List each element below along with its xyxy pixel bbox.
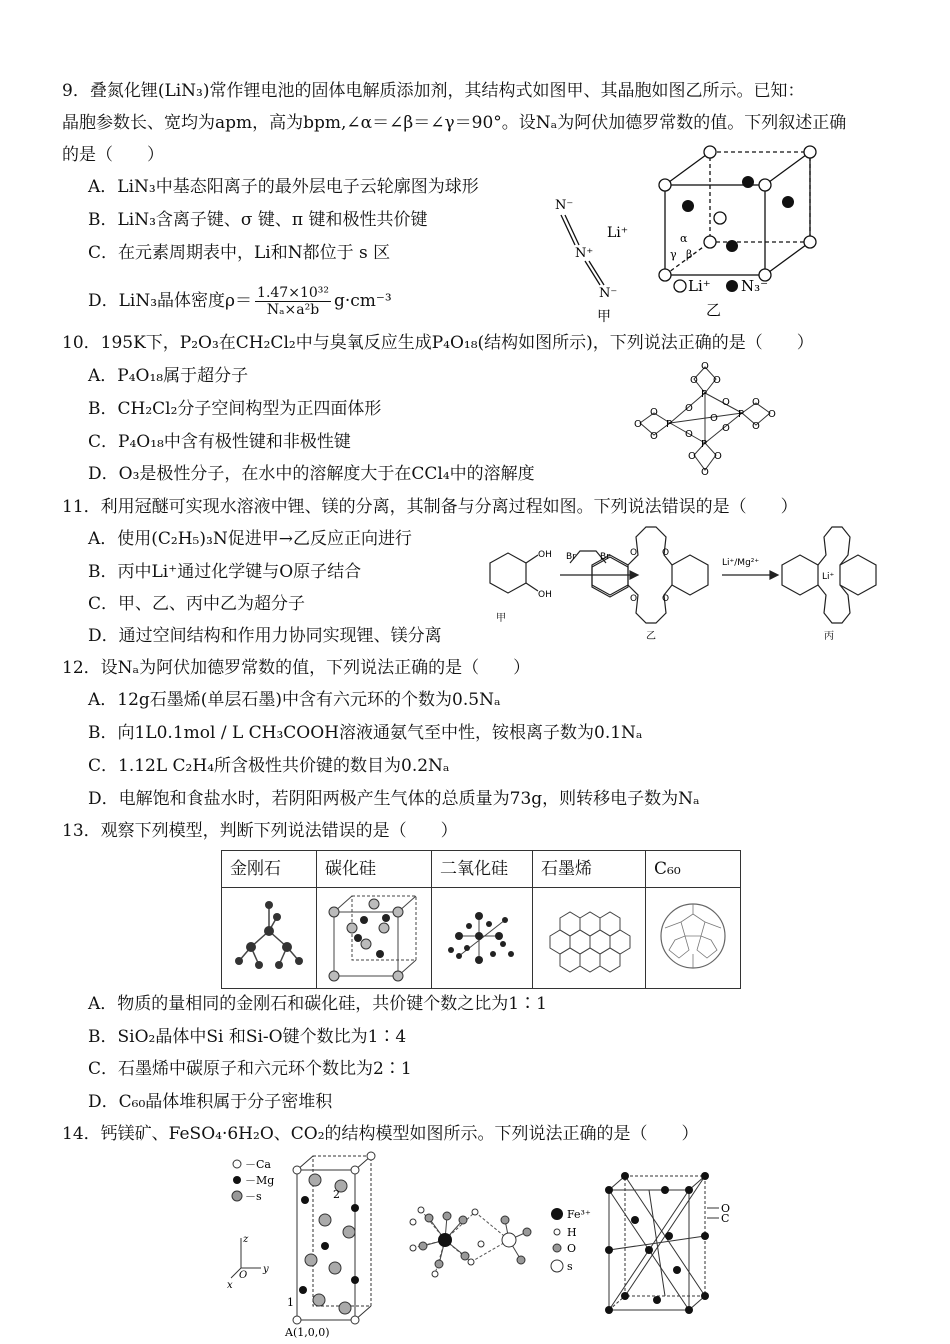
q12-option-c: C．1.12L C₂H₄所含极性共价键的数目为0.2Nₐ	[88, 756, 450, 776]
q13-option-a: A．物质的量相同的金刚石和碳化硅，共价键个数之比为1∶1	[88, 994, 547, 1014]
h-legend-dot	[554, 1229, 560, 1235]
q10-option-c: C．P₄O₁₈中含有极性键和非极性键	[88, 432, 351, 452]
q9-option-d	[88, 285, 392, 318]
br-label-right: Br	[600, 552, 610, 562]
q9-option-d-suffix: g·cm⁻³	[334, 291, 392, 311]
legend-h: H	[567, 1226, 577, 1239]
oh-label-bottom: OH	[538, 590, 552, 600]
o-label: O	[630, 548, 638, 558]
legend-n3: N₃⁻	[741, 277, 769, 295]
header-c60: C₆₀	[646, 851, 741, 888]
q11-line1: 11．利用冠醚可实现水溶液中锂、镁的分离，其制备与分离过程如图。下列说法错误的是（ ）	[62, 497, 798, 517]
n-minus-bottom: N⁻	[599, 286, 618, 301]
fe-legend-dot	[551, 1208, 563, 1220]
legend-s-2: s	[567, 1260, 573, 1273]
o-atom: O	[713, 375, 721, 386]
q9-option-b: B．LiN₃含离子键、σ 键、π 键和极性共价键	[88, 210, 428, 230]
q12-option-a: A．12g石墨烯(单层石墨)中含有六元环的个数为0.5Nₐ	[88, 690, 501, 710]
diamond-model-image	[229, 891, 309, 981]
oh-label-top: OH	[538, 550, 552, 560]
q11-option-d: D．通过空间结构和作用力协同实现锂、镁分离	[88, 626, 442, 646]
mg-legend-dot	[233, 1176, 241, 1184]
diamond-model	[222, 888, 317, 989]
graphene-model	[533, 888, 646, 989]
legend-li: Li⁺	[688, 277, 711, 295]
q13-option-b: B．SiO₂晶体中Si 和Si-O键个数比为1∶4	[88, 1027, 407, 1047]
br-label-left: Br	[566, 552, 576, 562]
header-diamond: 金刚石	[222, 851, 317, 888]
o-atom: O	[650, 407, 658, 418]
o-atom: O	[634, 419, 642, 430]
li-center-label: Li⁺	[822, 572, 835, 582]
bond-top-2	[565, 215, 579, 245]
q14-line1: 14．钙镁矿、FeSO₄·6H₂O、CO₂的结构模型如图所示。下列说法正确的是（ ）	[62, 1124, 699, 1144]
q9-line3: 的是（ ）	[62, 145, 164, 165]
n-minus-top: N⁻	[555, 198, 574, 213]
sio2-model	[432, 888, 533, 989]
q13-line1: 13．观察下列模型，判断下列说法错误的是（ ）	[62, 821, 458, 841]
q10-option-b: B．CH₂Cl₂分子空间构型为正四面体形	[88, 399, 382, 419]
o-atom: O	[650, 431, 658, 442]
li-mg-arrow-label: Li⁺/Mg²⁺	[722, 558, 760, 568]
bond-bottom	[585, 261, 600, 285]
o-atom: O	[714, 451, 722, 462]
legend-fe: Fe³⁺	[567, 1208, 591, 1221]
q11-option-c: C．甲、乙、丙中乙为超分子	[88, 594, 306, 614]
q14-structure-models	[225, 1150, 745, 1340]
legend-li-circle	[674, 280, 686, 292]
angle-gamma: γ	[670, 248, 677, 261]
q11-option-b: B．丙中Li⁺通过化学键与O原子结合	[88, 562, 362, 582]
q11-option-a: A．使用(C₂H₅)₃N促进甲→乙反应正向进行	[88, 529, 412, 549]
axis-y: y	[263, 1264, 269, 1275]
density-fraction	[255, 285, 331, 318]
q12-line1: 12．设Nₐ为阿伏加德罗常数的值，下列说法正确的是（ ）	[62, 658, 531, 678]
axis-x: x	[227, 1280, 233, 1291]
fe-ion	[438, 1233, 452, 1247]
lin3-unit-cell-diagram	[650, 140, 830, 320]
co2-c-label: C	[721, 1212, 730, 1225]
o-atom: O	[752, 421, 760, 432]
sic-model-image	[324, 890, 424, 982]
p-atom-left: P	[666, 419, 673, 430]
o-atom: O	[701, 361, 709, 372]
q10-option-a: A．P₄O₁₈属于超分子	[88, 366, 249, 386]
fig-jia-caption: 甲	[597, 309, 611, 325]
bond-top	[561, 215, 575, 245]
o-atom: O	[701, 467, 709, 478]
legend-o: O	[567, 1242, 577, 1255]
o-atom: O	[685, 429, 693, 440]
p-atom-right: P	[738, 409, 745, 420]
density-denominator: Nₐ×a²b	[266, 302, 320, 318]
c60-model-image	[653, 896, 733, 976]
label-yi: 乙	[646, 631, 656, 642]
q9-option-c: C．在元素周期表中，Li和N都位于 s 区	[88, 243, 391, 263]
bond-bottom-2	[589, 261, 604, 285]
header-graphene: 石墨烯	[533, 851, 646, 888]
q9-option-a: A．LiN₃中基态阳离子的最外层电子云轮廓图为球形	[88, 177, 479, 197]
o-legend-dot	[553, 1244, 561, 1252]
o-atom: O	[688, 451, 696, 462]
li-atom	[659, 179, 671, 191]
c60-model	[646, 888, 741, 989]
o-atom: O	[722, 423, 730, 434]
axis-origin: O	[239, 1270, 248, 1281]
q9-line1: 9．叠氮化锂(LiN₃)常作锂电池的固体电解质添加剂，其结构式如图甲、其晶胞如图乙所示。已知：	[62, 81, 805, 101]
crystal-models-table	[221, 850, 741, 989]
n3-atom	[682, 200, 694, 212]
label-bing: 丙	[824, 631, 834, 642]
o-label: O	[630, 594, 638, 604]
fig-yi-caption: 乙	[706, 301, 722, 319]
q9-option-d-prefix: D．LiN₃晶体密度ρ＝	[88, 291, 253, 311]
q13-option-c: C．石墨烯中碳原子和六元环个数比为2∶1	[88, 1059, 412, 1079]
co2-o-label: O	[721, 1202, 731, 1215]
label-jia: 甲	[496, 613, 506, 624]
site-label-1: 1	[287, 1296, 294, 1309]
legend-mg: －Mg	[245, 1174, 275, 1187]
s-legend-dot-2	[551, 1260, 563, 1272]
li-plus-label: Li⁺	[607, 225, 629, 241]
legend-n3-circle	[726, 280, 738, 292]
crown-ether-scheme	[470, 515, 890, 655]
o-atom: O	[722, 397, 730, 408]
q13-option-d: D．C₆₀晶体堆积属于分子密堆积	[88, 1092, 333, 1112]
q10-line1: 10．195K下，P₂O₃在CH₂Cl₂中与臭氧反应生成P₄O₁₈(结构如图所示)，下列说法正确的是（ ）	[62, 333, 814, 353]
o-atom: O	[690, 375, 698, 386]
angle-beta: β	[686, 248, 693, 261]
p4o18-structure-diagram	[630, 355, 780, 480]
q10-option-d: D．O₃是极性分子，在水中的溶解度大于在CCl₄中的溶解度	[88, 464, 535, 484]
q12-option-d: D．电解饱和食盐水时，若阴阳两极产生气体的总质量为73g，则转移电子数为Nₐ	[88, 789, 700, 809]
o-atom: O	[752, 397, 760, 408]
o-atom: O	[710, 413, 718, 424]
sio2-model-image	[439, 896, 525, 976]
q9-line2: 晶胞参数长、宽均为apm，高为bpm,∠α＝∠β＝∠γ＝90°。设Nₐ为阿伏加德罗常数的值。下列叙述正确	[62, 113, 847, 133]
p-atom-top: P	[701, 389, 708, 400]
n-plus-mid: N⁺	[575, 246, 594, 261]
sic-model	[317, 888, 432, 989]
p-atom-bottom: P	[701, 439, 708, 450]
s-legend-dot	[232, 1191, 242, 1201]
azide-structure-diagram	[545, 195, 645, 330]
ca-legend-dot	[233, 1160, 241, 1168]
angle-alpha: α	[680, 232, 688, 245]
o-label: O	[662, 594, 670, 604]
o-label: O	[662, 548, 670, 558]
legend-ca: －Ca	[245, 1158, 271, 1171]
density-numerator: 1.47×10³²	[257, 285, 329, 301]
s-atom	[502, 1233, 516, 1247]
legend-s: －s	[245, 1190, 262, 1203]
header-sio2: 二氧化硅	[432, 851, 533, 888]
graphene-model-image	[540, 896, 638, 976]
o-atom: O	[685, 403, 693, 414]
q12-option-b: B．向1L0.1mol / L CH₃COOH溶液通氨气至中性，铵根离子数为0.1Nₐ	[88, 723, 643, 743]
header-sic: 碳化硅	[317, 851, 432, 888]
site-label-2: 2	[333, 1188, 340, 1201]
o-atom: O	[768, 409, 776, 420]
point-a-label: A(1,0,0)	[285, 1326, 330, 1339]
axis-z: z	[243, 1234, 249, 1245]
